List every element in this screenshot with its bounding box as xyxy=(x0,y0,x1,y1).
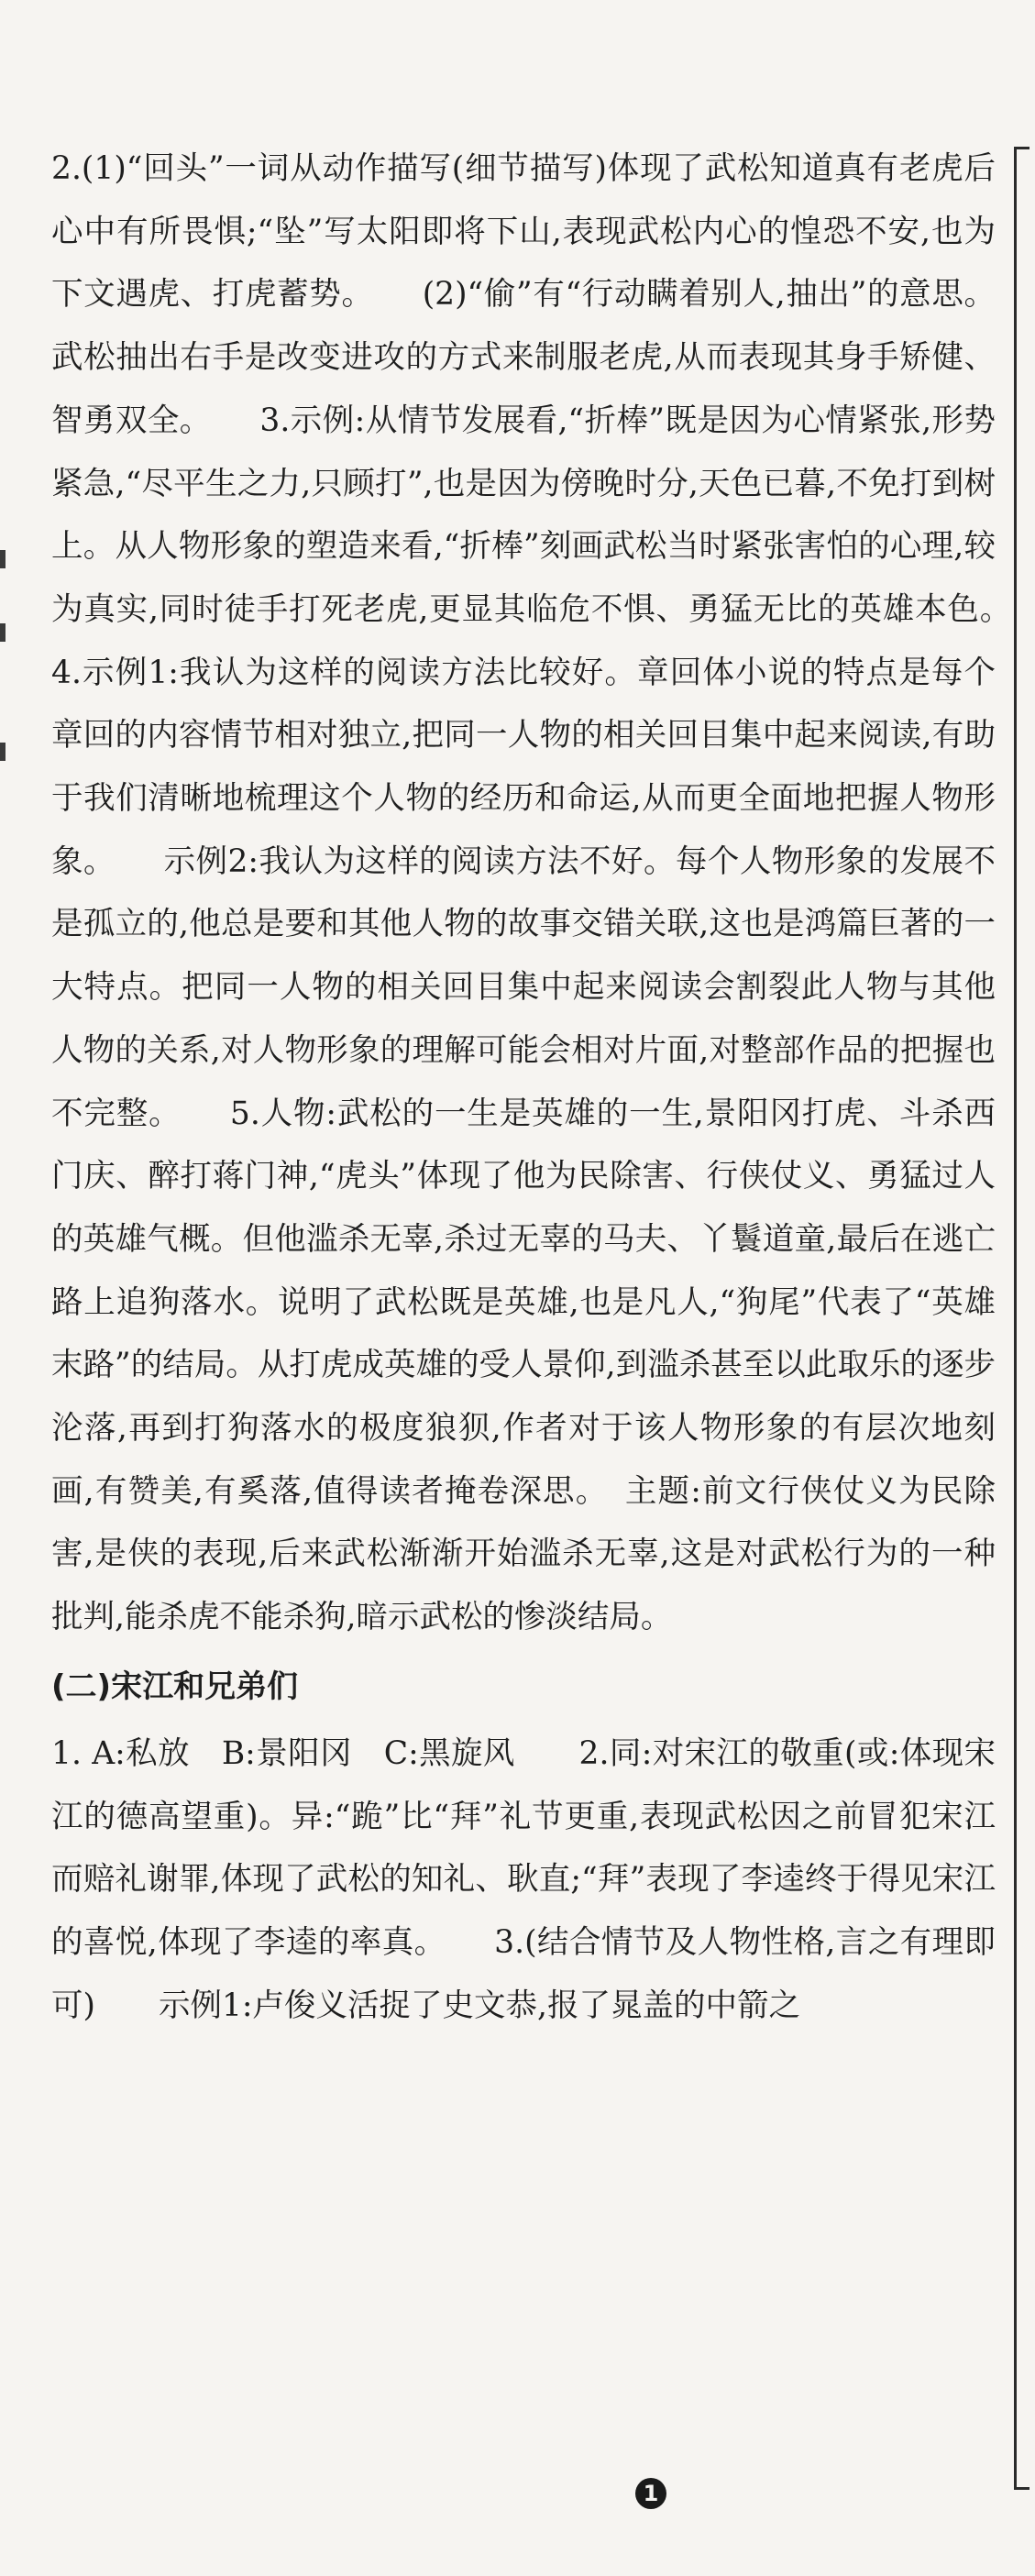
left-edge-fragment xyxy=(0,550,6,568)
left-edge-fragment xyxy=(0,743,6,761)
left-edge-fragment xyxy=(0,623,6,642)
right-margin-bracket xyxy=(1014,147,1029,2490)
answer-paragraph-wusong: 2.(1)“回头”一词从动作描写(细节描写)体现了武松知道真有老虎后心中有所畏惧;“坠”写太阳即将下山,表现武松内心的惶恐不安,也为下文遇虎、打虎蓄势。 (2)“偷”有“行动瞒着别人,抽出”的意思。武松抽出右手是改变进攻的方式来制服老虎,从而表现其身手矫健、智勇双全。 3.示例:从情节发展看,“折棒”既是因为心情紧张,形势紧急,“尽平生之力,只顾打”,也是因为傍晚时分,天色已暮,不免打到树上。从人物形象的塑造来看,“折棒”刻画武松当时紧张害怕的心理,较为真实,同时徒手打死老虎,更显其临危不惧、勇猛无比的英雄本色。 4.示例1:我认为这样的阅读方法比较好。章回体小说的特点是每个章回的内容情节相对独立,把同一人物的相关回目集中起来阅读,有助于我们清晰地梳理这个人物的经历和命运,从而更全面地把握人物形象。 示例2:我认为这样的阅读方法不好。每个人物形象的发展不是孤立的,他总是要和其他人物的故事交错关联,这也是鸿篇巨著的一大特点。把同一人物的相关回目集中起来阅读会割裂此人物与其他人物的关系,对人物形象的理解可能会相对片面,对整部作品的把握也不完整。 5.人物:武松的一生是英雄的一生,景阳冈打虎、斗杀西门庆、醉打蒋门神,“虎头”体现了他为民除害、行侠仗义、勇猛过人的英雄气概。但他滥杀无辜,杀过无辜的马夫、丫鬟道童,最后在逃亡路上追狗落水。说明了武松既是英雄,也是凡人,“狗尾”代表了“英雄末路”的结局。从打虎成英雄的受人景仰,到滥杀甚至以此取乐的逐步沦落,再到打狗落水的极度狼狈,作者对于该人物形象的有层次地刻画,有赞美,有奚落,值得读者掩卷深思。 主题:前文行侠仗义为民除害,是侠的表现,后来武松渐渐开始滥杀无辜,这是对武松行为的一种批判,能杀虎不能杀狗,暗示武松的惨淡结局。 xyxy=(51,150,1028,1636)
answer-content xyxy=(51,138,1028,2037)
section-heading-songjiang: (二)宋江和兄弟们 xyxy=(51,1668,299,1705)
answer-paragraph-songjiang: 1. A:私放 B:景阳冈 C:黑旋风 2.同:对宋江的敬重(或:体现宋江的德高望重)。异:“跪”比“拜”礼节更重,表现武松因之前冒犯宋江而赔礼谢罪,体现了武松的知礼、耿直;“拜”表现了李逵终于得见宋江的喜悦,体现了李逵的率真。 3.(结合情节及人物性格,言之有理即可) 示例1:卢俊义活捉了史文恭,报了晁盖的中箭之 xyxy=(51,1734,996,2024)
page-number-badge: 1 xyxy=(635,2478,666,2509)
